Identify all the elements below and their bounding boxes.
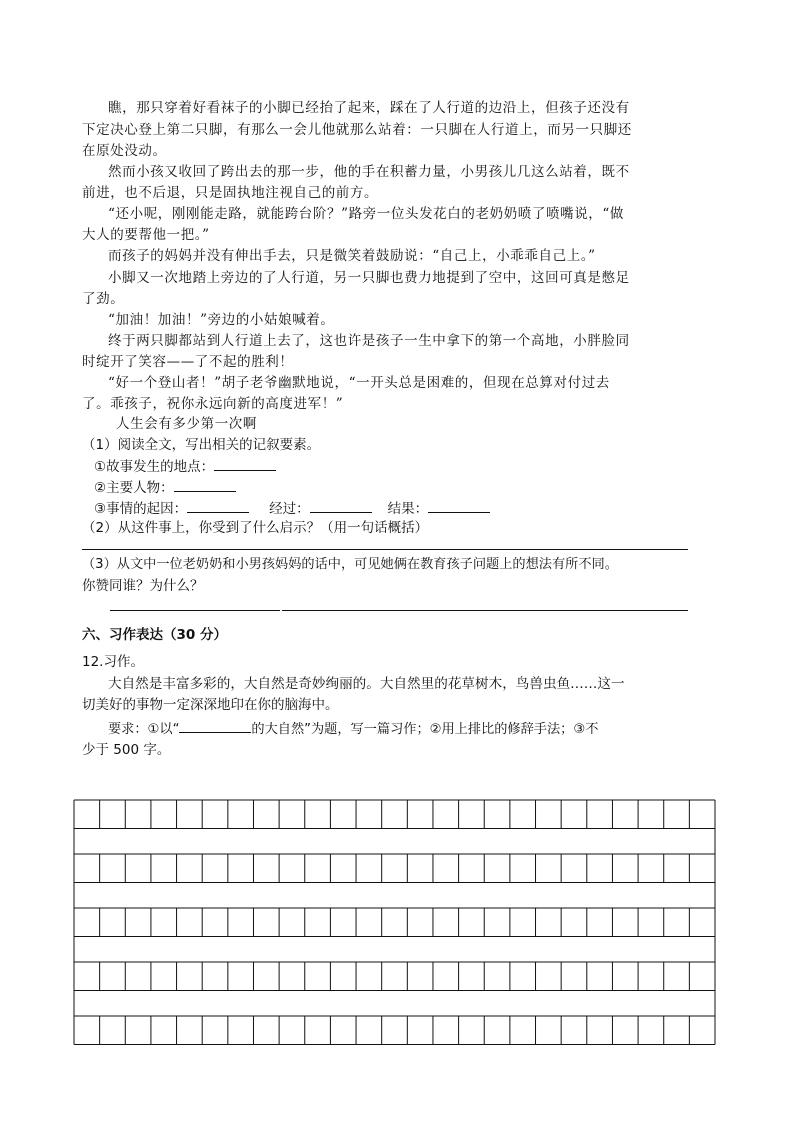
essay-requirements-cont: 少于 500 字。 (82, 742, 171, 758)
passage-line: “还小呢，刚刚能走路，就能跨台阶？”路旁一位头发花白的老奶奶喷了喷嘴说，“做 (108, 206, 625, 222)
question-1-process-label: 经过： (269, 501, 310, 517)
passage-line: 终于两只脚都站到人行道上去了，这也许是孩子一生中拿下的第一个高地，小胖脸同 (108, 333, 630, 349)
passage-line: 下定决心登上第二只脚，有那么一会儿他就那么站着：一只脚在人行道上，而另一只脚还 (82, 122, 632, 138)
question-3-cont: 你赞同谁？为什么？ (82, 578, 204, 594)
passage-line: 而孩子的妈妈并没有伸出手去，只是微笑着鼓励说：“自己上，小乖乖自己上。” (108, 248, 596, 264)
section-6-heading: 六、习作表达（30 分） (82, 627, 227, 643)
question-2: （2）从这件事上，你受到了什么启示？（用一句话概括） (82, 520, 429, 536)
passage-line: “好一个登山者！”胡子老爷幽默地说，“一开头总是困难的，但现在总算对付过去 (108, 375, 610, 391)
question-1-people-label: ②主要人物： (94, 480, 174, 496)
item-12: 12.习作。 (82, 654, 144, 670)
passage-line: 了。乖孩子，祝你永远向新的高度进军！” (82, 396, 344, 412)
passage-line: 人生会有多少第一次啊 (116, 416, 257, 432)
essay-intro-cont: 切美好的事物一定深深地印在你的脑海中。 (82, 697, 339, 713)
question-3: （3）从文中一位老奶奶和小男孩妈妈的话中，可见她俩在教育孩子问题上的想法有所不同。 (82, 557, 618, 572)
requirement-suffix: 的大自然”为题，写一篇习作；②用上排比的修辞手法；③不 (251, 722, 599, 737)
requirement-prefix: 要求：①以“ (108, 722, 180, 737)
question-1: （1）阅读全文，写出相关的记叙要素。 (82, 437, 321, 453)
passage-line: 前进，也不后退，只是固执地注视自己的前方。 (82, 185, 379, 201)
passage-line: 了劲。 (82, 291, 125, 307)
passage-line: 大人的要帮他一把。” (82, 227, 210, 243)
passage-line: 然而小孩又收回了跨出去的那一步，他的手在积蓄力量，小男孩儿几这么站着，既不 (108, 164, 630, 180)
essay-intro: 大自然是丰富多彩的，大自然是奇妙绚丽的。大自然里的花草树木，鸟兽虫鱼……这一 (108, 676, 625, 692)
passage-line: 在原处没动。 (82, 143, 167, 159)
question-1-result-label: 结果： (387, 501, 429, 517)
passage-line: 瞧，那只穿着好看袜子的小脚已经抬了起来，踩在了人行道的边沿上，但孩子还没有 (108, 100, 630, 116)
passage-line: “加油！加油！”旁边的小姑娘喊着。 (108, 312, 335, 328)
passage-line: 时绽开了笑容——了不起的胜利！ (82, 354, 294, 370)
question-1-cause-label: ③事情的起因： (94, 501, 188, 517)
passage-line: 小脚又一次地踏上旁边的了人行道，另一只脚也费力地提到了空中，这回可真是憋足 (108, 270, 630, 286)
question-1-place-label: ①故事发生的地点： (94, 459, 215, 475)
